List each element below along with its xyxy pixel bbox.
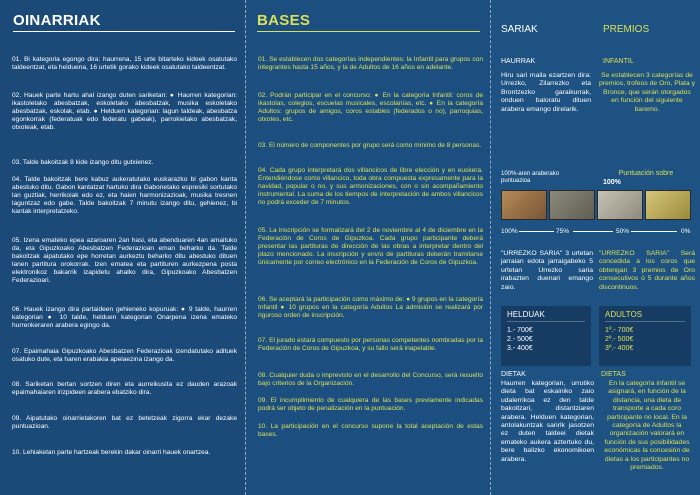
box-heading: HELDUAK: [507, 310, 585, 322]
bronze-brick-image: [501, 190, 547, 220]
silver-brick-image: [597, 190, 643, 220]
scale-100: 100%: [501, 228, 518, 235]
list-item: 10. Lehiaketan parte hartzeak berekin dakar oinarri hauek onartzea.: [12, 449, 211, 456]
dietas-text: En la categoría infantil se asignará, en función de la distancia, una dieta de transporte a cada coro participante no local. En la categoría de Adultos la organización valorará en función de sus posibilidades económicas la concesión de dietas a los participantes no premiados.: [604, 380, 690, 472]
prize-line: 2.- 500€: [507, 336, 533, 343]
prize-box-adultos: [599, 306, 691, 366]
scale-75: 75%: [556, 228, 570, 235]
urrezko-saria-text-es: "URREZKO SARIA" Será concedida a los coros que obtengan 3 premios de Oro consecutivos ó 5 durante años discontinuos.: [599, 250, 695, 291]
list-item: 08. Sariketan bertan sortzen diren eta aurreikusita ez dauden arazoak epaimahaiaren irizpideen arabera ebatziko dira.: [12, 381, 237, 396]
dietak-text: Haurren kategorian, urrutiko dieta bat eskainiko zaio udalerrikoa ez den talde bakoitzari, distantziaren arabera. Helduen kategorian, antolakuntzak sarirlk jasotzen ez duten taldeei dietak emateko aukera aztertuko du, bere balizko ekonomikoen arabera.: [501, 380, 594, 463]
prize-line: 3º.- 400€: [605, 345, 634, 352]
gold-brick-image: [645, 190, 691, 220]
prize-line: 1.- 700€: [507, 327, 533, 334]
arrow-line: [573, 231, 613, 232]
dark-brick-image: [549, 190, 595, 220]
subheading-dietas: DIETAS: [601, 371, 626, 378]
prize-line: 3.- 400€: [507, 345, 533, 352]
prize-box-helduak: [501, 306, 591, 366]
prize-line: 2º.- 500€: [605, 336, 634, 343]
subheading-dietak: DIETAK: [501, 371, 526, 378]
score-label-es: Puntuación sobre: [618, 170, 674, 177]
list-item: 05. La inscripción se formalizará del 2 de noviembre al 4 de diciembre en la Federación de Coros de Gipuzkoa. Cada grupo participante deberá presentar las partituras de dirección de las obras a interpretar dentro del plazo mencionado. La inscripción y envío de partituras deberán tramitarse únicamente por correo electrónico en la Federación de Coros de Gipuzkoa.: [258, 227, 483, 266]
list-item: 03. El número de componentes por grupo será como mínimo de 8 personas.: [258, 142, 482, 149]
scale-0: 0%: [681, 228, 691, 235]
list-item: 09. El incumplimiento de cualquiera de las bases previamente indicadas podrá ser objeto de penalización en la puntuación.: [258, 397, 483, 412]
haurrak-text: Hiru sari maila ezartzen dira: Urrezko, Zilarrezko eta Brontzezko garaikurrak, onduen baloratu dituen arabera emango direlarik.: [501, 72, 591, 113]
list-item: 04. Talde bakoitzak bere kabuz aukeratutako euskarazko bi gabon kanta abestuko ditu. Gabon kantatzat hartuko dira Gabonetako espresiki sortutako lan guztiak, herrikoiak edo ez, eta haien harmonizazioak, musika tresnen laguntzaz edo gabe. Talde bakoitzak 7 minutu izango ditu, gehienez, bi kantak interpretatzeko.: [12, 176, 237, 215]
urrezko-saria-text-eu: "URREZKO SARIA" 3 urtetan jarraian edota jarraigabeko 5 urtetan Urrezko saria irabazten duenari emango zaio.: [501, 250, 593, 291]
list-item: 10. La participación en el concurso supone la total aceptación de estas bases.: [258, 423, 483, 438]
box-heading: ADULTOS: [605, 310, 685, 322]
subheading-haurrak: HAURRAK: [501, 58, 536, 65]
list-item: 09. Aipatutako oinarrietakoren bat ez betetzeak zigorra ekar dezake puntuazioan.: [12, 415, 237, 430]
list-item: 03. Talde bakoitzak 8 kide izango ditu gutxienez.: [12, 159, 154, 166]
list-item: 01. Se establecen dos categorías independientes: la Infantil para grupos con integrantes hasta 15 años, y la de Adultos de 16 años en adelante.: [258, 56, 483, 71]
prize-line: 1º.- 700€: [605, 327, 634, 334]
list-item: 02. Podrán participar en el concurso: ● En la categoría Infantil: coros de ikastolas, colegios, escuelas musicales, escolanías, etc. ● En la categoría Adultos: grupos de amigos, coros estables (federados o no), parroquias, otxotes, etc.: [258, 92, 483, 123]
page-title-oinarriak: OINARRIAK: [13, 12, 235, 32]
subheading-infantil: INFANTIL: [603, 58, 634, 65]
percentage-scale: [501, 224, 691, 240]
list-item: 05. Izena emateko epea azaroaren 2an hasi, eta abenduaren 4an amaituko da, eta Gipuzkoako Abesbatzen Federazioan eman beharko da. Talde bakoitzak aipatutako epe horretan aurkeztu beharko ditu abestuko dituen lanen partitura orokorrak. Izen ematea eta partituren aurkezpena posta elektronikoz bakarrik izapidetu ahalko dira, Gipuzkoako Abesbatzen Federazioari.: [12, 237, 237, 284]
score-percent: 100%: [603, 179, 621, 186]
column-sariak-premios: [490, 0, 700, 495]
heading-sariak: SARIAK: [501, 24, 538, 35]
arrow-line: [519, 231, 554, 232]
list-item: 02. Hauek parte hartu ahal izango duten sariketan: ● Haurren kategorian: ikastoletako abesbatzak, eskoletako abesbatzak, musika eskoletako abesbatzak, eskolak, etab. ● Helduen kategorian: lagun taldeak, abesbatza egonkorrak (federatuak edo federatu gabeak), parrokietako abesbatzak, otxoteak, etab.: [12, 92, 237, 131]
column-oinarriak: [0, 0, 245, 495]
column-bases: [245, 0, 490, 495]
list-item: 04. Cada grupo interpretará dos villancicos de libre elección y en euskera. Entendiéndose como villancico, toda obra compuesta expresamente para la navidad, popular o no, y sus armonizaciones, con o sin acompañamiento instrumental. La suma de los tiempos de interpretación de ambos villancicos no podrá exceder de 7 minutos.: [258, 167, 483, 206]
list-item: 08. Cualquier duda o imprevisto en el desarrollo del Concurso, será resuelto bajo criterios de la Organización.: [258, 372, 483, 387]
list-item: 07. El jurado estará compuesto por personas competentes nombradas por la Federación de Coros de Gipuzkoa, y su fallo será inapelable.: [258, 337, 483, 352]
scale-50: 50%: [616, 228, 630, 235]
list-item: 07. Epaimahaia Gipuzkoako Abesbatzen Federazioak izendatutako adituek osatuko dute, eta haren erabakia apelaezina izango da.: [12, 348, 237, 363]
score-label-eu: 100%-aren araberako puntuazioa: [501, 171, 560, 184]
list-item: 06. Se aceptará la participación como máximo de: ● 9 grupos en la categoría Infantil ● 10 grupos en la categoría Adultos La admisión se realizará por riguroso orden de inscripción.: [258, 296, 483, 319]
trophy-bricks: [501, 190, 691, 220]
list-item: 01. Bi kategoria egongo dira: haurrena, 15 urte bitarteko kideek osatutako taldeentzat, eta helduena, 16 urtetik gorako kideek osatutako taldeentzat.: [12, 56, 237, 71]
heading-premios: PREMIOS: [603, 24, 650, 35]
list-item: 06. Hauek izango dira partaideen gehieneko kopuruak: ● 9 talde, haurren kategorian ● 10 talde, helduen kategorian Onarpena izena emateko hurrenkeraren arabera egingo da.: [12, 306, 237, 329]
arrow-line: [631, 231, 677, 232]
infantil-text: Se establecen 3 categorías de premios, trofeos de Oro, Plata y Bronce, que serán otorgados en función del siguiente baremo.: [599, 72, 695, 113]
page-title-bases: BASES: [257, 12, 480, 32]
